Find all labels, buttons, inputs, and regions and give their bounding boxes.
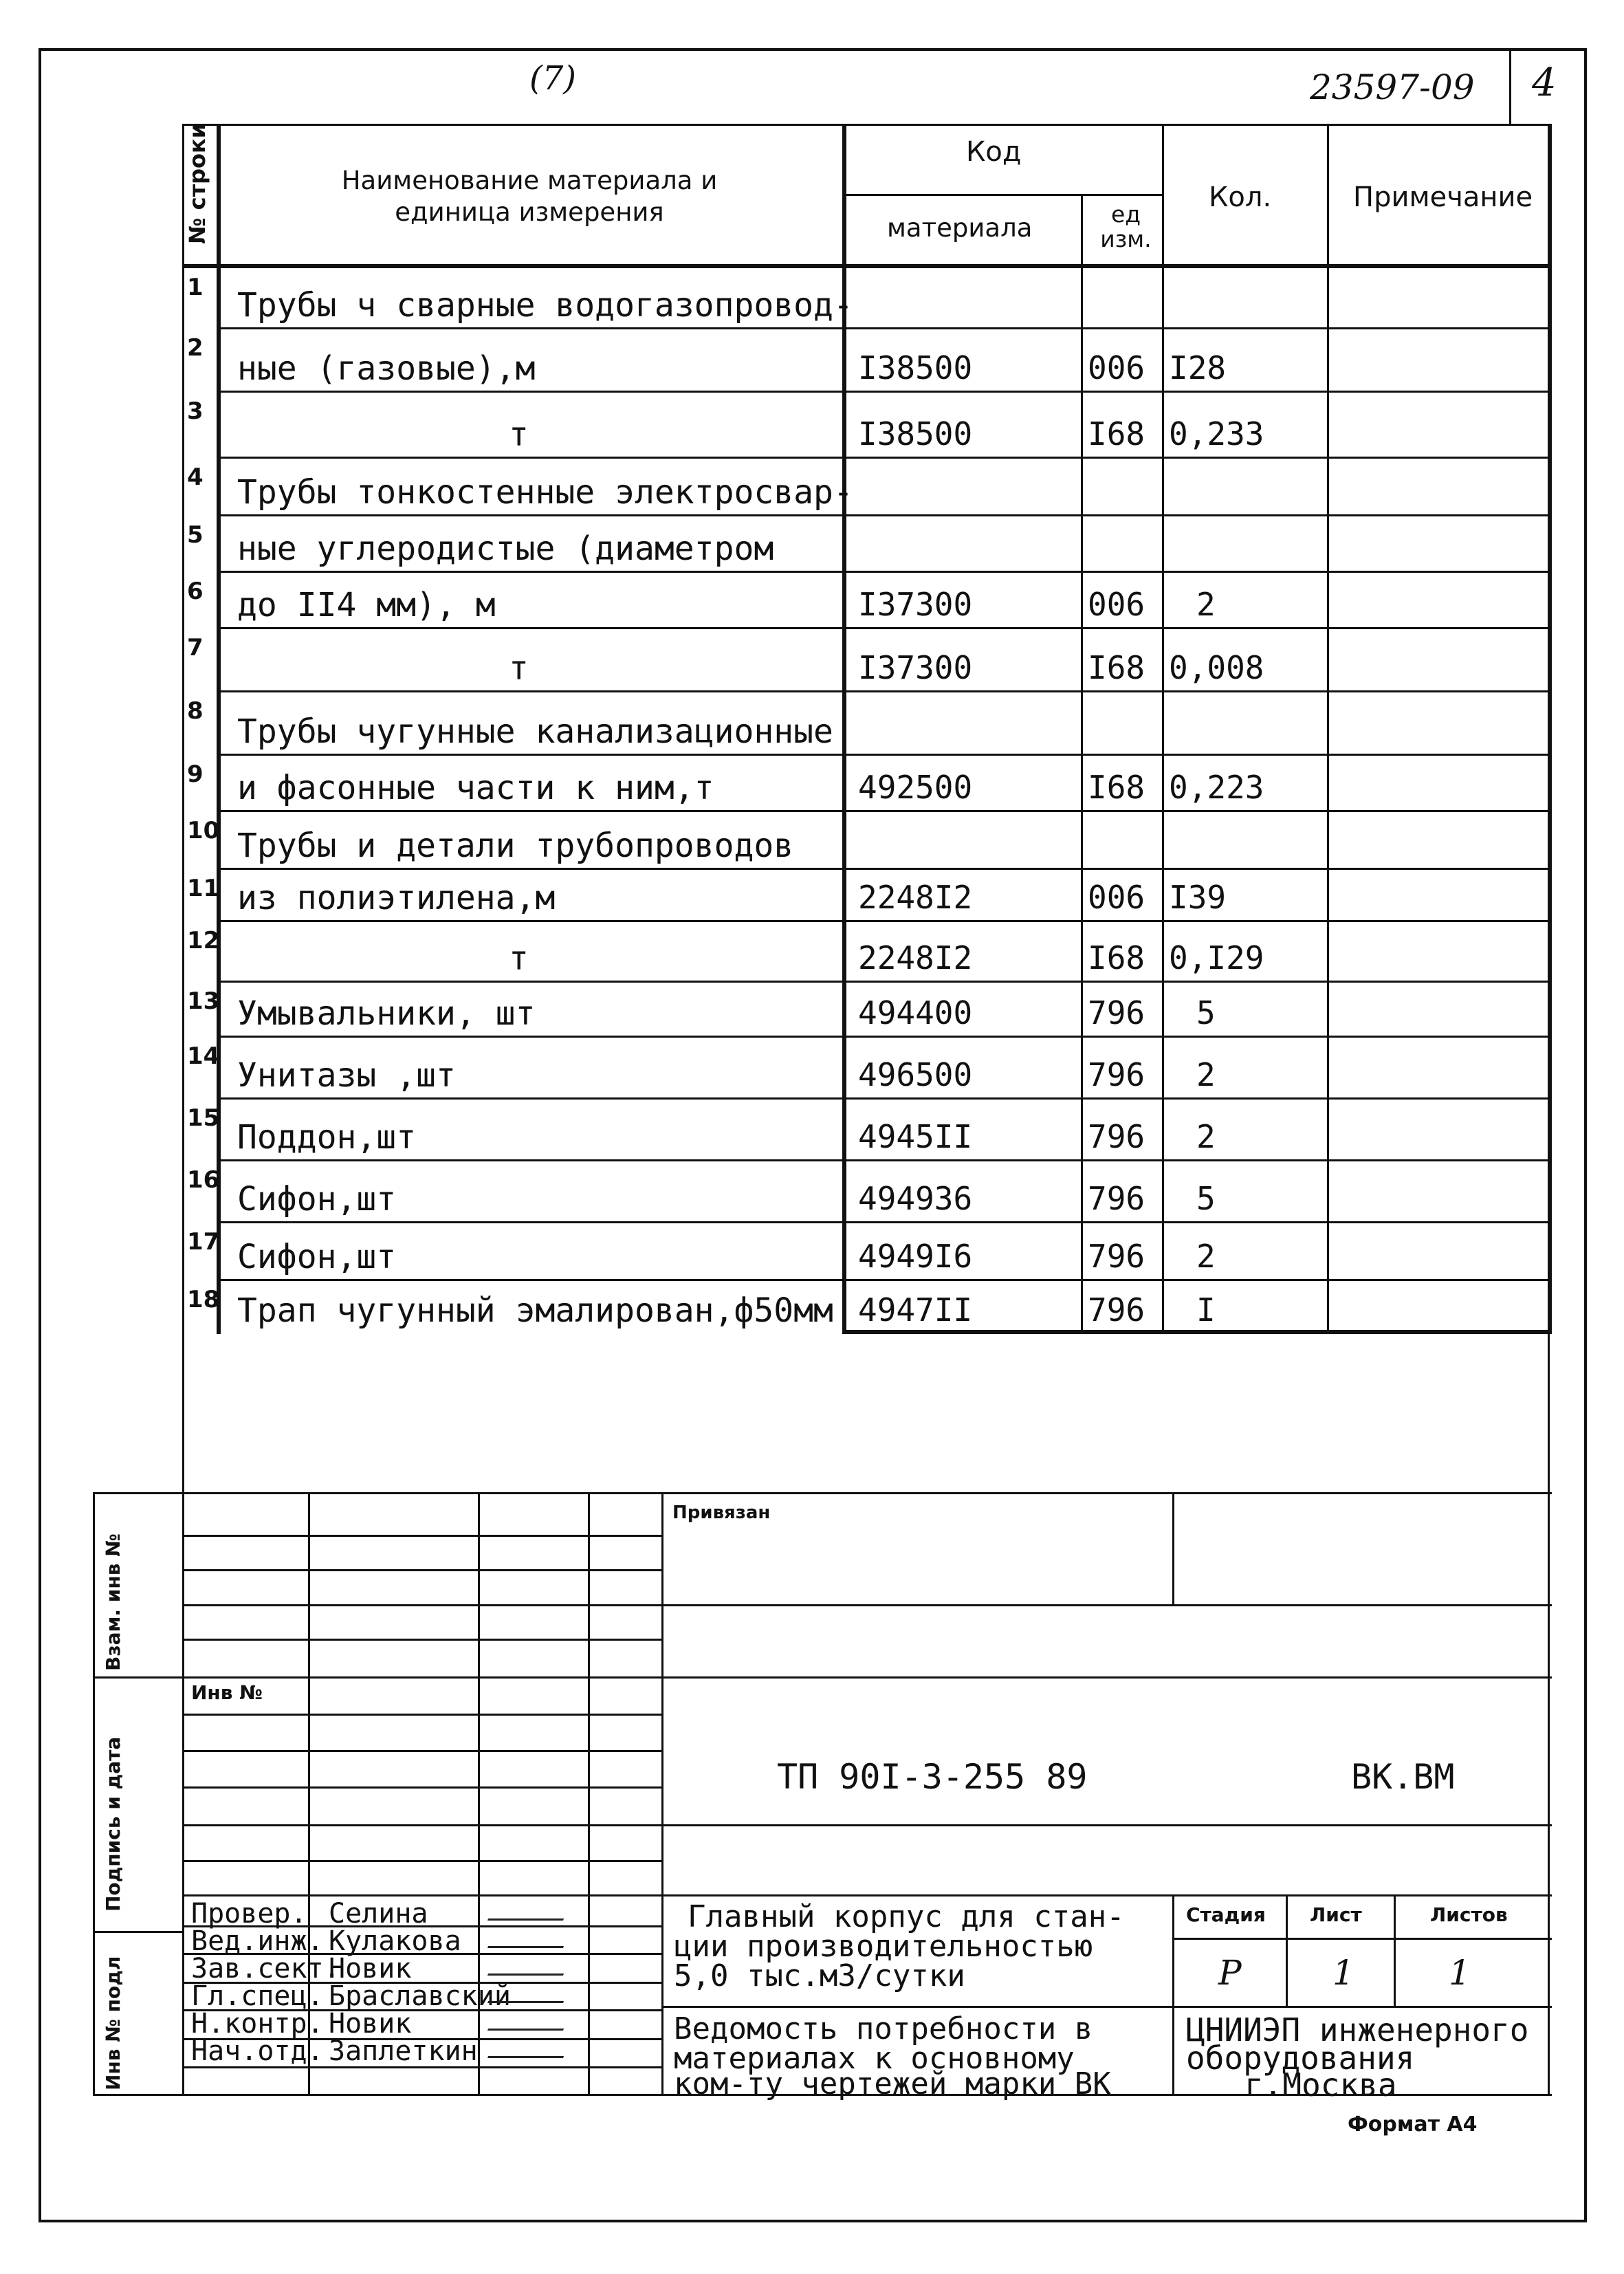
material-code: I37300 bbox=[858, 586, 973, 623]
material-code: 2248I2 bbox=[858, 939, 973, 976]
project-title-1: Главный корпус для стан- bbox=[688, 1899, 1125, 1934]
row-number: 4 bbox=[187, 463, 204, 491]
material-code: 496500 bbox=[858, 1056, 973, 1093]
signature-scribble bbox=[487, 1980, 571, 2003]
material-code: 4949I6 bbox=[858, 1238, 973, 1275]
staff-name: Заплеткин bbox=[329, 2035, 478, 2067]
unit-code: I68 bbox=[1088, 939, 1145, 976]
material-code: 494400 bbox=[858, 994, 973, 1031]
row-number: 2 bbox=[187, 334, 204, 362]
row-divider bbox=[219, 571, 1550, 573]
side-label-vzam: Взам. инв № bbox=[102, 1533, 124, 1671]
page-mark: (7) bbox=[529, 59, 576, 98]
row-number: 9 bbox=[187, 761, 204, 788]
row-divider bbox=[219, 1159, 1550, 1161]
col-line-unit bbox=[1162, 124, 1164, 1334]
staff-role: Нач.отд. bbox=[191, 2035, 324, 2067]
row-divider bbox=[219, 810, 1550, 812]
material-code: 492500 bbox=[858, 769, 973, 806]
sheet-title-2: материалах к основному bbox=[674, 2041, 1075, 2076]
unit-code: 006 bbox=[1088, 586, 1145, 623]
side-label-inv-podl: Инв № подл bbox=[102, 1956, 124, 2090]
row-divider bbox=[219, 1097, 1550, 1100]
side-strip-divider-2 bbox=[93, 1931, 182, 1933]
row-divider bbox=[219, 1279, 1550, 1281]
col-line-rownum bbox=[217, 124, 221, 1334]
material-name: т bbox=[509, 649, 529, 688]
row-divider bbox=[219, 754, 1550, 756]
header-qty: Кол. bbox=[1209, 182, 1272, 213]
header-rownum: № строки bbox=[184, 122, 210, 244]
stamp-col-3 bbox=[588, 1492, 590, 2094]
signature-scribble bbox=[487, 2035, 571, 2058]
row-divider bbox=[219, 514, 1550, 516]
unit-code: 796 bbox=[1088, 1056, 1145, 1093]
material-name: Сифон,шт bbox=[237, 1238, 397, 1276]
row-divider bbox=[219, 868, 1550, 870]
side-strip-divider-1 bbox=[93, 1676, 182, 1679]
header-code-material: материала bbox=[887, 213, 1033, 243]
unit-code: 796 bbox=[1088, 994, 1145, 1031]
unit-code: I68 bbox=[1088, 769, 1145, 806]
row-number: 6 bbox=[187, 578, 204, 605]
sheet-number: 4 bbox=[1532, 61, 1557, 105]
stage-label: Стадия bbox=[1186, 1903, 1266, 1926]
document-mark: ВК.ВМ bbox=[1351, 1757, 1455, 1797]
material-code: I38500 bbox=[858, 415, 973, 452]
row-number: 14 bbox=[187, 1042, 220, 1070]
quantity: 5 bbox=[1196, 1180, 1216, 1217]
unit-code: 006 bbox=[1088, 349, 1145, 386]
material-name: Трап чугунный эмалирован,ф50мм bbox=[237, 1291, 833, 1330]
staff-name: Новик bbox=[329, 2008, 412, 2040]
unit-code: 796 bbox=[1088, 1238, 1145, 1275]
privyazan-bottom bbox=[661, 1604, 1552, 1606]
quantity: 2 bbox=[1196, 586, 1216, 623]
code-subheader-line bbox=[842, 194, 1162, 196]
quantity: 2 bbox=[1196, 1238, 1216, 1275]
row-number: 18 bbox=[187, 1286, 220, 1313]
unit-code: I68 bbox=[1088, 649, 1145, 686]
material-name: т bbox=[509, 939, 529, 978]
staff-role: Вед.инж. bbox=[191, 1925, 324, 1957]
organization-1: ЦНИИЭП инженерного bbox=[1186, 2011, 1529, 2048]
organization-2: оборудования bbox=[1186, 2040, 1415, 2077]
row-divider bbox=[219, 1036, 1550, 1038]
quantity: 0,223 bbox=[1169, 769, 1264, 806]
quantity: 0,I29 bbox=[1169, 939, 1264, 976]
row-number: 11 bbox=[187, 875, 220, 902]
material-name: до II4 мм), м bbox=[237, 586, 496, 624]
sheet-label: Лист bbox=[1310, 1903, 1362, 1926]
unit-code: 796 bbox=[1088, 1118, 1145, 1155]
staff-role: Провер. bbox=[191, 1898, 307, 1929]
material-name: т bbox=[509, 415, 529, 454]
row-number: 5 bbox=[187, 521, 204, 549]
sheet-title-1: Ведомость потребности в bbox=[674, 2011, 1093, 2046]
signature-scribble bbox=[487, 2008, 571, 2031]
signature-scribble bbox=[487, 1953, 571, 1976]
unit-code: 006 bbox=[1088, 879, 1145, 916]
row-divider bbox=[219, 391, 1550, 393]
row-number: 10 bbox=[187, 817, 220, 844]
unit-code: I68 bbox=[1088, 415, 1145, 452]
staff-name: Новик bbox=[329, 1953, 412, 1985]
quantity: 0,008 bbox=[1169, 649, 1264, 686]
row-number: 16 bbox=[187, 1166, 220, 1194]
row-divider bbox=[219, 457, 1550, 459]
material-name: Сифон,шт bbox=[237, 1180, 397, 1218]
material-code: 4947II bbox=[858, 1291, 973, 1329]
row-number: 8 bbox=[187, 697, 204, 725]
code-row-top bbox=[661, 1676, 1552, 1679]
staff-role: Зав.сект. bbox=[191, 1953, 340, 1985]
project-title-2: ции производительностью bbox=[674, 1929, 1093, 1964]
stamp-col-4 bbox=[661, 1492, 663, 2094]
table-top-border bbox=[182, 124, 1552, 126]
row-number: 7 bbox=[187, 634, 204, 662]
stage-col-1 bbox=[1286, 1894, 1288, 2006]
side-strip-left bbox=[93, 1492, 95, 2096]
sheet-title-3: ком-ту чертежей марки ВК bbox=[674, 2066, 1111, 2101]
col-line-qty bbox=[1327, 124, 1329, 1334]
stage-header-line bbox=[1172, 1938, 1552, 1940]
code-row-bottom bbox=[661, 1824, 1552, 1826]
material-code: 4945II bbox=[858, 1118, 973, 1155]
header-code: Код bbox=[966, 136, 1022, 168]
document-code: 23597-09 bbox=[1310, 67, 1475, 107]
material-name: Трубы и детали трубопроводов bbox=[237, 827, 794, 865]
quantity: 2 bbox=[1196, 1056, 1216, 1093]
header-note: Примечание bbox=[1353, 182, 1533, 213]
signature-scribble bbox=[487, 1925, 571, 1948]
material-name: Трубы чугунные канализационные bbox=[237, 712, 833, 751]
signature-scribble bbox=[487, 1898, 571, 1921]
inv-no-label: Инв № bbox=[191, 1681, 263, 1704]
row-number: 3 bbox=[187, 397, 204, 425]
col-line-right bbox=[1548, 124, 1552, 1334]
header-name: Наименование материала и единица измерения bbox=[341, 166, 718, 227]
quantity: I39 bbox=[1169, 879, 1227, 916]
staff-role: Гл.спец. bbox=[191, 1980, 324, 2012]
quantity: 2 bbox=[1196, 1118, 1216, 1155]
col-line-code bbox=[1081, 194, 1083, 1334]
quantity: 5 bbox=[1196, 994, 1216, 1031]
material-code: I37300 bbox=[858, 649, 973, 686]
material-name: Унитазы ,шт bbox=[237, 1056, 456, 1095]
privyazan-label: Привязан bbox=[672, 1502, 771, 1523]
row-number: 15 bbox=[187, 1104, 220, 1132]
material-name: Трубы ч сварные водогазопровод- bbox=[237, 286, 853, 325]
format-label: Формат А4 bbox=[1348, 2112, 1478, 2136]
sheets-label: Листов bbox=[1430, 1903, 1508, 1926]
side-label-podpis: Подпись и дата bbox=[102, 1736, 124, 1912]
row-number: 12 bbox=[187, 927, 220, 954]
row-number: 1 bbox=[187, 274, 204, 301]
table-bottom-border bbox=[842, 1330, 1552, 1334]
material-name: из полиэтилена,м bbox=[237, 879, 556, 917]
stage-col-2 bbox=[1394, 1894, 1396, 2006]
organization-3: г.Москва bbox=[1244, 2066, 1397, 2103]
unit-code: 796 bbox=[1088, 1291, 1145, 1329]
material-name: Поддон,шт bbox=[237, 1118, 417, 1157]
staff-role: Н.контр. bbox=[191, 2008, 324, 2040]
sheets-value: 1 bbox=[1449, 1953, 1471, 1993]
material-name: Умывальники, шт bbox=[237, 994, 536, 1033]
col-line-left bbox=[182, 124, 184, 1334]
staff-name: Браславский bbox=[329, 1980, 511, 2012]
header-code-unit: ед изм. bbox=[1100, 201, 1152, 252]
material-code: 2248I2 bbox=[858, 879, 973, 916]
row-divider bbox=[219, 1221, 1550, 1223]
material-name: и фасонные части к ним,т bbox=[237, 769, 714, 807]
row-number: 17 bbox=[187, 1228, 220, 1256]
material-code: I38500 bbox=[858, 349, 973, 386]
row-number: 13 bbox=[187, 987, 220, 1015]
sheet-title-row-top bbox=[661, 2006, 1552, 2008]
material-name: Трубы тонкостенные электросвар- bbox=[237, 473, 853, 512]
project-code: ТП 90I-3-255 89 bbox=[777, 1757, 1088, 1797]
project-title-3: 5,0 тыс.м3/сутки bbox=[674, 1958, 965, 1993]
row-divider bbox=[219, 327, 1550, 329]
staff-name: Кулакова bbox=[329, 1925, 461, 1957]
sheet-number-divider bbox=[1509, 48, 1511, 124]
quantity: I bbox=[1196, 1291, 1216, 1329]
row-divider bbox=[219, 920, 1550, 922]
row-divider bbox=[219, 690, 1550, 692]
unit-code: 796 bbox=[1088, 1180, 1145, 1217]
stage-block-left bbox=[1172, 1894, 1174, 2094]
quantity: I28 bbox=[1169, 349, 1227, 386]
stamp-top-border bbox=[93, 1492, 1552, 1494]
stage-value: Р bbox=[1218, 1953, 1242, 1993]
quantity: 0,233 bbox=[1169, 415, 1264, 452]
inner-right-border bbox=[1548, 1334, 1550, 2096]
title-row-top bbox=[661, 1894, 1552, 1896]
privyazan-divider bbox=[1172, 1492, 1174, 1604]
material-name: ные углеродистые (диаметром bbox=[237, 529, 774, 568]
row-divider bbox=[219, 981, 1550, 983]
material-code: 494936 bbox=[858, 1180, 973, 1217]
material-name: ные (газовые),м bbox=[237, 349, 536, 388]
header-bottom-border bbox=[182, 264, 1552, 268]
sheet-value: 1 bbox=[1332, 1953, 1354, 1993]
row-divider bbox=[219, 627, 1550, 629]
staff-name: Селина bbox=[329, 1898, 428, 1929]
